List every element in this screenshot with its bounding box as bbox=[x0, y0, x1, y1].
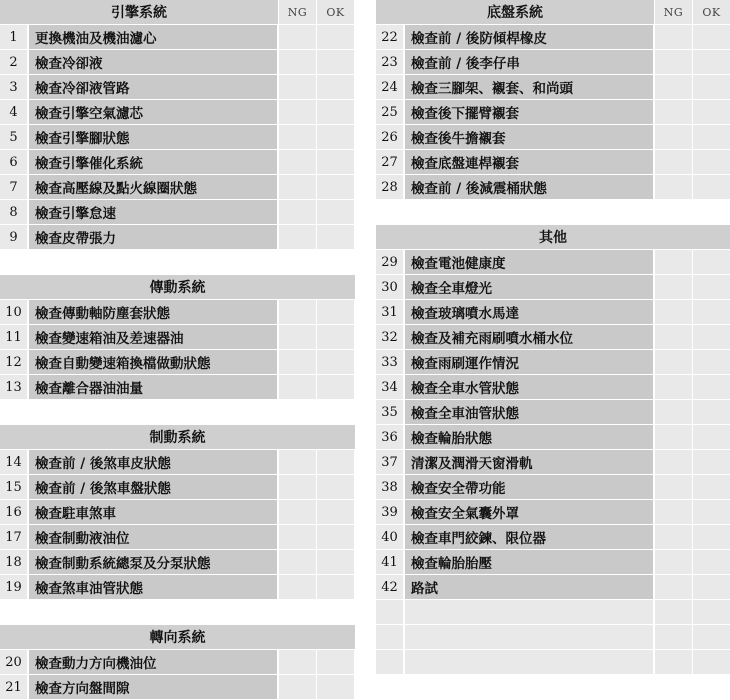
ng-checkbox[interactable] bbox=[655, 25, 692, 49]
item-label: 檢查煞車油管狀態 bbox=[29, 575, 277, 599]
item-label: 檢查車門絞鍊、限位器 bbox=[405, 525, 653, 549]
ng-checkbox[interactable] bbox=[655, 275, 692, 299]
item-label: 檢查前 / 後煞車皮狀態 bbox=[29, 450, 277, 474]
ok-checkbox[interactable] bbox=[317, 475, 354, 499]
ok-checkbox[interactable] bbox=[317, 525, 354, 549]
checklist-row bbox=[0, 525, 355, 549]
ok-checkbox[interactable] bbox=[693, 150, 730, 174]
checklist-row bbox=[0, 200, 355, 224]
item-number: 15 bbox=[0, 475, 27, 499]
ng-checkbox[interactable] bbox=[655, 375, 692, 399]
ok-column-header: OK bbox=[317, 0, 354, 24]
ng-column-header: NG bbox=[655, 0, 692, 24]
ng-checkbox[interactable] bbox=[655, 300, 692, 324]
ng-checkbox[interactable] bbox=[655, 525, 692, 549]
item-number: 25 bbox=[376, 100, 403, 124]
section-header-other bbox=[376, 225, 730, 249]
item-number: 4 bbox=[0, 100, 27, 124]
ok-checkbox[interactable] bbox=[693, 650, 730, 674]
item-label: 檢查制動液油位 bbox=[29, 525, 277, 549]
checklist-row bbox=[376, 500, 730, 524]
item-label: 檢查電池健康度 bbox=[405, 250, 653, 274]
checklist-row bbox=[376, 275, 730, 299]
section-items-other bbox=[376, 250, 730, 674]
checklist-row bbox=[376, 300, 730, 324]
item-number: 36 bbox=[376, 425, 403, 449]
ok-checkbox[interactable] bbox=[693, 350, 730, 374]
ng-checkbox[interactable] bbox=[279, 525, 316, 549]
ok-checkbox[interactable] bbox=[317, 225, 354, 249]
section-header-steering bbox=[0, 625, 355, 649]
ok-checkbox[interactable] bbox=[317, 550, 354, 574]
item-number: 19 bbox=[0, 575, 27, 599]
blank-row bbox=[376, 650, 730, 674]
ok-checkbox[interactable] bbox=[317, 100, 354, 124]
item-number: 38 bbox=[376, 475, 403, 499]
section-gap bbox=[376, 200, 730, 225]
checklist-row bbox=[376, 75, 730, 99]
section-gap bbox=[0, 400, 355, 425]
item-number: 16 bbox=[0, 500, 27, 524]
section-title: 轉向系統 bbox=[0, 625, 355, 649]
checklist-row bbox=[376, 525, 730, 549]
ng-checkbox[interactable] bbox=[655, 100, 692, 124]
item-label: 檢查全車水管狀態 bbox=[405, 375, 653, 399]
ok-checkbox[interactable] bbox=[693, 575, 730, 599]
ok-checkbox[interactable] bbox=[317, 650, 354, 674]
item-label: 檢查全車油管狀態 bbox=[405, 400, 653, 424]
item-number: 40 bbox=[376, 525, 403, 549]
ng-checkbox[interactable] bbox=[655, 600, 692, 624]
item-number: 22 bbox=[376, 25, 403, 49]
ok-checkbox[interactable] bbox=[317, 575, 354, 599]
ok-checkbox[interactable] bbox=[693, 100, 730, 124]
checklist-row bbox=[0, 225, 355, 249]
section-header-brake bbox=[0, 425, 355, 449]
ng-checkbox[interactable] bbox=[655, 125, 692, 149]
ok-checkbox[interactable] bbox=[693, 175, 730, 199]
ng-checkbox[interactable] bbox=[279, 500, 316, 524]
ok-checkbox[interactable] bbox=[693, 500, 730, 524]
checklist-left-column bbox=[0, 0, 355, 700]
ok-checkbox[interactable] bbox=[693, 375, 730, 399]
item-number: 35 bbox=[376, 400, 403, 424]
checklist-row bbox=[0, 675, 355, 699]
item-number: 14 bbox=[0, 450, 27, 474]
item-label[interactable] bbox=[405, 625, 653, 649]
item-number: 17 bbox=[0, 525, 27, 549]
ok-checkbox[interactable] bbox=[693, 75, 730, 99]
item-label: 檢查玻璃噴水馬達 bbox=[405, 300, 653, 324]
ng-checkbox[interactable] bbox=[279, 150, 316, 174]
checklist-row bbox=[0, 175, 355, 199]
checklist-row bbox=[376, 400, 730, 424]
item-number: 24 bbox=[376, 75, 403, 99]
ng-checkbox[interactable] bbox=[655, 475, 692, 499]
item-label: 檢查自動變速箱換檔做動狀態 bbox=[29, 350, 277, 374]
ng-checkbox[interactable] bbox=[279, 300, 316, 324]
checklist-row bbox=[376, 425, 730, 449]
item-number: 11 bbox=[0, 325, 27, 349]
section-gap bbox=[0, 600, 355, 625]
section-gap bbox=[0, 250, 355, 275]
item-label[interactable] bbox=[405, 650, 653, 674]
ng-checkbox[interactable] bbox=[279, 225, 316, 249]
ok-checkbox[interactable] bbox=[317, 450, 354, 474]
item-number: 7 bbox=[0, 175, 27, 199]
ok-checkbox[interactable] bbox=[693, 550, 730, 574]
ok-checkbox[interactable] bbox=[317, 50, 354, 74]
checklist-row bbox=[0, 375, 355, 399]
blank-row bbox=[376, 600, 730, 624]
item-number: 2 bbox=[0, 50, 27, 74]
item-label: 檢查安全氣囊外罩 bbox=[405, 500, 653, 524]
ng-checkbox[interactable] bbox=[279, 550, 316, 574]
ng-checkbox[interactable] bbox=[279, 50, 316, 74]
ng-checkbox[interactable] bbox=[655, 450, 692, 474]
section-title: 其他 bbox=[376, 225, 730, 249]
ng-checkbox[interactable] bbox=[279, 175, 316, 199]
ok-checkbox[interactable] bbox=[317, 375, 354, 399]
item-label: 檢查動力方向機油位 bbox=[29, 650, 277, 674]
item-number bbox=[376, 650, 403, 674]
item-label: 檢查皮帶張力 bbox=[29, 225, 277, 249]
item-label: 檢查引擎催化系統 bbox=[29, 150, 277, 174]
item-number: 37 bbox=[376, 450, 403, 474]
item-label: 檢查底盤連桿襯套 bbox=[405, 150, 653, 174]
ok-checkbox[interactable] bbox=[317, 325, 354, 349]
ng-checkbox[interactable] bbox=[655, 650, 692, 674]
checklist-row bbox=[376, 125, 730, 149]
item-label: 檢查制動系統總泵及分泵狀態 bbox=[29, 550, 277, 574]
ok-checkbox[interactable] bbox=[693, 125, 730, 149]
ok-checkbox[interactable] bbox=[693, 450, 730, 474]
item-number: 13 bbox=[0, 375, 27, 399]
ng-checkbox[interactable] bbox=[655, 250, 692, 274]
ng-checkbox[interactable] bbox=[279, 675, 316, 699]
section-header-engine bbox=[0, 0, 355, 24]
item-label: 檢查輪胎胎壓 bbox=[405, 550, 653, 574]
ok-checkbox[interactable] bbox=[693, 600, 730, 624]
item-number: 5 bbox=[0, 125, 27, 149]
section-title: 引擎系統 bbox=[0, 0, 278, 24]
item-label: 檢查前 / 後李仔串 bbox=[405, 50, 653, 74]
checklist-row bbox=[0, 25, 355, 49]
ok-checkbox[interactable] bbox=[693, 250, 730, 274]
ok-checkbox[interactable] bbox=[317, 75, 354, 99]
ng-checkbox[interactable] bbox=[279, 650, 316, 674]
item-label: 檢查駐車煞車 bbox=[29, 500, 277, 524]
item-label: 檢查冷卻液 bbox=[29, 50, 277, 74]
ok-checkbox[interactable] bbox=[693, 325, 730, 349]
ng-checkbox[interactable] bbox=[279, 125, 316, 149]
ng-checkbox[interactable] bbox=[279, 375, 316, 399]
section-title: 制動系統 bbox=[0, 425, 355, 449]
item-number: 23 bbox=[376, 50, 403, 74]
item-number: 26 bbox=[376, 125, 403, 149]
checklist-row bbox=[0, 50, 355, 74]
checklist-row bbox=[376, 50, 730, 74]
checklist-row bbox=[0, 325, 355, 349]
ng-checkbox[interactable] bbox=[279, 475, 316, 499]
section-title: 傳動系統 bbox=[0, 275, 355, 299]
item-label: 檢查後下擺臂襯套 bbox=[405, 100, 653, 124]
item-label: 更換機油及機油濾心 bbox=[29, 25, 277, 49]
ok-checkbox[interactable] bbox=[317, 25, 354, 49]
item-label: 檢查前 / 後減震桶狀態 bbox=[405, 175, 653, 199]
ok-checkbox[interactable] bbox=[693, 50, 730, 74]
item-label: 檢查引擎空氣濾芯 bbox=[29, 100, 277, 124]
item-label: 檢查離合器油油量 bbox=[29, 375, 277, 399]
checklist-row bbox=[0, 300, 355, 324]
ok-checkbox[interactable] bbox=[317, 175, 354, 199]
checklist-row bbox=[0, 475, 355, 499]
ok-checkbox[interactable] bbox=[693, 475, 730, 499]
ng-checkbox[interactable] bbox=[655, 50, 692, 74]
item-number: 29 bbox=[376, 250, 403, 274]
ok-checkbox[interactable] bbox=[693, 525, 730, 549]
item-label: 檢查全車燈光 bbox=[405, 275, 653, 299]
item-number: 10 bbox=[0, 300, 27, 324]
item-label: 檢查及補充雨刷噴水桶水位 bbox=[405, 325, 653, 349]
checklist-row bbox=[376, 450, 730, 474]
item-label: 檢查三腳架、襯套、和尚頭 bbox=[405, 75, 653, 99]
checklist-row bbox=[376, 375, 730, 399]
item-number: 8 bbox=[0, 200, 27, 224]
ng-checkbox[interactable] bbox=[279, 100, 316, 124]
ok-checkbox[interactable] bbox=[317, 500, 354, 524]
item-label: 清潔及潤滑天窗滑軌 bbox=[405, 450, 653, 474]
item-label: 路試 bbox=[405, 575, 653, 599]
ng-checkbox[interactable] bbox=[655, 625, 692, 649]
item-number: 31 bbox=[376, 300, 403, 324]
checklist-row bbox=[0, 100, 355, 124]
ng-checkbox[interactable] bbox=[279, 25, 316, 49]
ng-checkbox[interactable] bbox=[279, 450, 316, 474]
ok-checkbox[interactable] bbox=[317, 150, 354, 174]
section-items-brake bbox=[0, 450, 355, 599]
checklist-row bbox=[0, 500, 355, 524]
item-number: 42 bbox=[376, 575, 403, 599]
ok-checkbox[interactable] bbox=[693, 625, 730, 649]
checklist-row bbox=[0, 75, 355, 99]
ng-checkbox[interactable] bbox=[655, 350, 692, 374]
item-label: 檢查引擎怠速 bbox=[29, 200, 277, 224]
checklist-row bbox=[0, 350, 355, 374]
item-number: 6 bbox=[0, 150, 27, 174]
checklist-row bbox=[0, 550, 355, 574]
section-items-drivetrain bbox=[0, 300, 355, 399]
checklist-row bbox=[0, 575, 355, 599]
checklist-row bbox=[376, 325, 730, 349]
item-number: 9 bbox=[0, 225, 27, 249]
ng-checkbox[interactable] bbox=[279, 200, 316, 224]
item-label: 檢查輪胎狀態 bbox=[405, 425, 653, 449]
ok-checkbox[interactable] bbox=[317, 675, 354, 699]
ng-checkbox[interactable] bbox=[655, 175, 692, 199]
ng-checkbox[interactable] bbox=[279, 75, 316, 99]
checklist-row bbox=[376, 150, 730, 174]
checklist-row bbox=[376, 550, 730, 574]
checklist-row bbox=[376, 575, 730, 599]
ng-checkbox[interactable] bbox=[279, 350, 316, 374]
item-number: 34 bbox=[376, 375, 403, 399]
checklist-row bbox=[376, 100, 730, 124]
item-number: 39 bbox=[376, 500, 403, 524]
item-label: 檢查變速箱油及差速器油 bbox=[29, 325, 277, 349]
item-number: 1 bbox=[0, 25, 27, 49]
item-number: 28 bbox=[376, 175, 403, 199]
ok-checkbox[interactable] bbox=[693, 300, 730, 324]
item-number: 12 bbox=[0, 350, 27, 374]
ng-checkbox[interactable] bbox=[279, 325, 316, 349]
item-number bbox=[376, 600, 403, 624]
checklist-row bbox=[0, 450, 355, 474]
checklist-row bbox=[376, 25, 730, 49]
ng-checkbox[interactable] bbox=[655, 75, 692, 99]
ng-checkbox[interactable] bbox=[655, 425, 692, 449]
item-number: 21 bbox=[0, 675, 27, 699]
ng-column-header: NG bbox=[279, 0, 316, 24]
item-number: 30 bbox=[376, 275, 403, 299]
section-items-engine bbox=[0, 25, 355, 249]
ng-checkbox[interactable] bbox=[655, 400, 692, 424]
item-label: 檢查傳動軸防塵套狀態 bbox=[29, 300, 277, 324]
checklist-right-column bbox=[376, 0, 730, 675]
item-number: 20 bbox=[0, 650, 27, 674]
item-number bbox=[376, 625, 403, 649]
ng-checkbox[interactable] bbox=[279, 575, 316, 599]
item-label: 檢查引擎腳狀態 bbox=[29, 125, 277, 149]
item-number: 3 bbox=[0, 75, 27, 99]
checklist-row bbox=[376, 350, 730, 374]
checklist-row bbox=[0, 125, 355, 149]
item-number: 32 bbox=[376, 325, 403, 349]
ng-checkbox[interactable] bbox=[655, 150, 692, 174]
item-label: 檢查方向盤間隙 bbox=[29, 675, 277, 699]
blank-row bbox=[376, 625, 730, 649]
checklist-row bbox=[376, 175, 730, 199]
ok-checkbox[interactable] bbox=[693, 25, 730, 49]
item-label: 檢查高壓線及點火線圈狀態 bbox=[29, 175, 277, 199]
ok-checkbox[interactable] bbox=[317, 350, 354, 374]
ng-checkbox[interactable] bbox=[655, 550, 692, 574]
section-items-chassis bbox=[376, 25, 730, 199]
checklist-row bbox=[0, 650, 355, 674]
ok-checkbox[interactable] bbox=[693, 425, 730, 449]
section-title: 底盤系統 bbox=[376, 0, 654, 24]
section-header-chassis bbox=[376, 0, 730, 24]
item-label: 檢查雨刷運作情況 bbox=[405, 350, 653, 374]
item-number: 33 bbox=[376, 350, 403, 374]
checklist-row bbox=[376, 475, 730, 499]
item-label: 檢查安全帶功能 bbox=[405, 475, 653, 499]
ng-checkbox[interactable] bbox=[655, 575, 692, 599]
ok-checkbox[interactable] bbox=[317, 125, 354, 149]
ng-checkbox[interactable] bbox=[655, 325, 692, 349]
ok-checkbox[interactable] bbox=[693, 400, 730, 424]
checklist-row bbox=[0, 150, 355, 174]
item-label: 檢查後牛擔襯套 bbox=[405, 125, 653, 149]
checklist-row bbox=[376, 250, 730, 274]
item-label: 檢查前 / 後防傾桿橡皮 bbox=[405, 25, 653, 49]
ok-checkbox[interactable] bbox=[317, 300, 354, 324]
item-label: 檢查前 / 後煞車盤狀態 bbox=[29, 475, 277, 499]
section-items-steering bbox=[0, 650, 355, 699]
item-number: 18 bbox=[0, 550, 27, 574]
ng-checkbox[interactable] bbox=[655, 500, 692, 524]
item-label: 檢查冷卻液管路 bbox=[29, 75, 277, 99]
item-number: 41 bbox=[376, 550, 403, 574]
ok-checkbox[interactable] bbox=[693, 275, 730, 299]
ok-checkbox[interactable] bbox=[317, 200, 354, 224]
ok-column-header: OK bbox=[693, 0, 730, 24]
item-label[interactable] bbox=[405, 600, 653, 624]
item-number: 27 bbox=[376, 150, 403, 174]
section-header-drivetrain bbox=[0, 275, 355, 299]
